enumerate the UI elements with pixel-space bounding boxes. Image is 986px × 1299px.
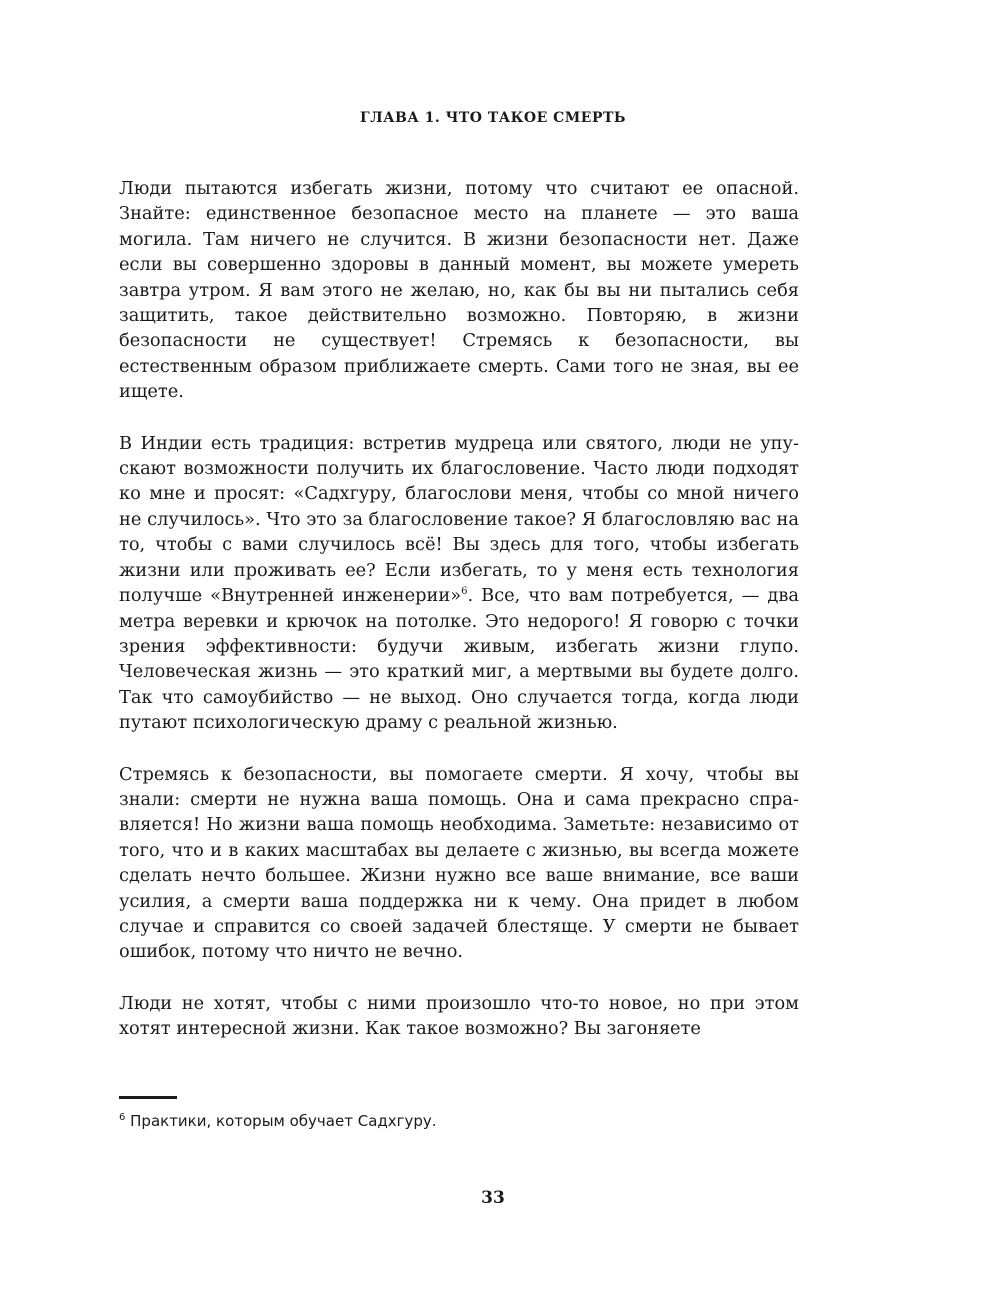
paragraph-3: Стремясь к безопасности, вы помогаете смерти. Я хочу, чтобы вы знали: смерти не нужна ваша помощь. Она и сама прекрасно справляется! Но жизни ваша помощь необходима. Заметьте: независимо от того, что и в каких масштабах вы делаете с жизнью, вы всегда можете сделать нечто большее. Жизни нужно все ваше внимание, все ваши усилия, а смерти ваша поддержка ни к чему. Она придет в любом случае и справится со своей задачей блестяще. У смерти не бывает ошибок, потому что ничто не вечно. [119, 763, 799, 963]
paragraph-2-part-2: . Все, что вам потребуется, — два метра веревки и крючок на потолке. Это недорого! Я говорю с точки зрения эффективности: будучи живым, избегать жизни глупо. Человеческая жизнь — это краткий миг, а мертвыми вы будете долго. Так что самоубийство — не выход. Оно случается тогда, когда люди путают психологическую драму с реальной жизнью. [119, 585, 799, 734]
footnote-reference[interactable]: 6 [461, 586, 468, 598]
paragraph-2 [119, 431, 799, 736]
body-text [119, 176, 799, 1068]
page-number: 33 [481, 1188, 505, 1208]
running-head: ГЛАВА 1. ЧТО ТАКОЕ СМЕРТЬ [360, 110, 626, 126]
footnote [119, 1111, 799, 1131]
footnote-rule [119, 1096, 177, 1099]
footnote-number: 6 [119, 1112, 126, 1123]
footnote-text: Практики, которым обучает Садхгуру. [125, 1112, 437, 1130]
paragraph-2-part-1: В Индии есть традиция: встретив мудреца или святого, люди не упускают возможности получить их благословение. Часто люди подходят ко мне и просят: «Садхгуру, благослови меня, чтобы со мной ничего не случилось». Что это за благословение такое? Я благословляю вас на то, чтобы с вами случилось всё! Вы здесь для того, чтобы избегать жизни или проживать ее? Если избегать, то у меня есть технология получше «Внутренней инженерии» [119, 432, 799, 607]
paragraph-1: Люди пытаются избегать жизни, потому что считают ее опасной. Знайте: единственное безопасное место на планете — это ваша могила. Там ничего не случится. В жизни безопасности нет. Даже если вы совершенно здоровы в данный момент, вы можете умереть завтра утром. Я вам этого не желаю, но, как бы вы ни пытались себя защитить, такое действительно возможно. Повторяю, в жизни безопасности не существует! Стремясь к безопасности, вы естественным образом приближаете смерть. Сами того не зная, вы ее ищете. [119, 178, 799, 403]
paragraph-4: Люди не хотят, чтобы с ними произошло что-то новое, но при этом хотят интересной жизни. Как такое возможно? Вы загоняете [119, 992, 799, 1040]
